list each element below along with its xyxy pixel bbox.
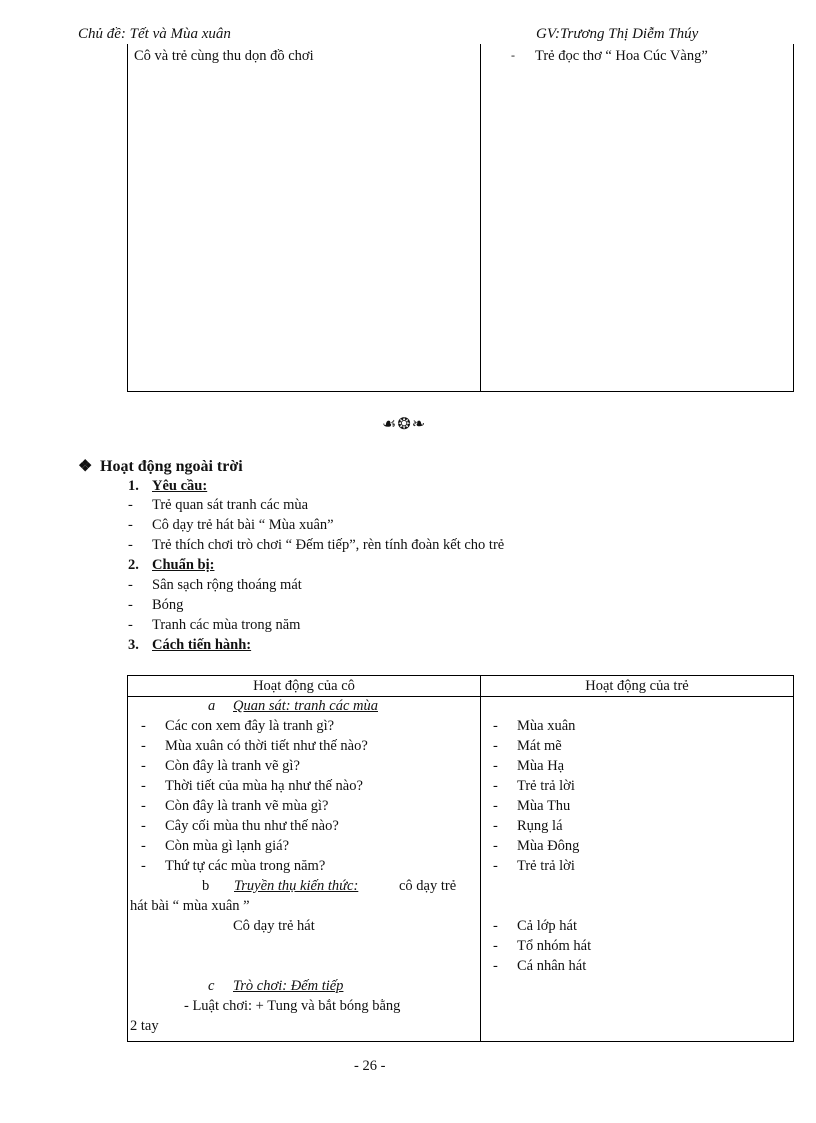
item-label-procedure: Cách tiến hành: — [152, 637, 252, 653]
dash: - — [128, 617, 133, 633]
dash: - — [141, 838, 146, 854]
dash: - — [141, 858, 146, 874]
child-answer: Mùa Đông — [517, 838, 580, 854]
teacher-question: Cây cối mùa thu như thế nào? — [165, 818, 339, 834]
item-number: 2. — [128, 557, 139, 573]
part-b-line3: Cô dạy trẻ hát — [233, 918, 315, 934]
header-divider — [128, 696, 793, 697]
child-answer: Mùa xuân — [517, 718, 576, 734]
dash: - — [493, 778, 498, 794]
dash: - — [141, 778, 146, 794]
rule-line-continued: 2 tay — [130, 1018, 159, 1034]
child-singing: Cả lớp hát — [517, 918, 578, 934]
teacher-question: Còn đây là tranh vẽ mùa gì? — [165, 798, 329, 814]
child-singing: Tổ nhóm hát — [517, 938, 592, 954]
child-answer: Mùa Hạ — [517, 758, 565, 774]
column-header-child: Hoạt động của trẻ — [585, 678, 689, 694]
item-label-requirements: Yêu cầu: — [152, 478, 208, 494]
dash: - — [141, 758, 146, 774]
list-item: Trẻ thích chơi trò chơi “ Đếm tiếp”, rèn tính đoàn kết cho trẻ — [152, 537, 505, 553]
teacher-question: Thứ tự các mùa trong năm? — [165, 858, 326, 874]
bullet-dash: - — [511, 48, 515, 62]
part-a-letter: a — [208, 698, 216, 714]
section-title-text: Hoạt động ngoài trời — [100, 458, 243, 475]
dash: - — [493, 918, 498, 934]
page-number: - 26 - — [354, 1058, 386, 1074]
column-header-teacher: Hoạt động của cô — [253, 678, 355, 694]
item-label-preparation: Chuẩn bị: — [152, 557, 215, 573]
dash: - — [128, 577, 133, 593]
top-activity-table — [127, 44, 794, 392]
list-item: Tranh các mùa trong năm — [152, 617, 301, 633]
ornament-divider: ☙❂❧ — [382, 416, 427, 433]
part-b-title: Truyền thụ kiến thức: — [234, 878, 359, 894]
teacher-question: Mùa xuân có thời tiết như thế nào? — [165, 738, 368, 754]
dash: - — [128, 597, 133, 613]
dash: - — [493, 858, 498, 874]
column-divider — [480, 676, 481, 1041]
dash: - — [493, 718, 498, 734]
dash: - — [493, 818, 498, 834]
child-answer: Rụng lá — [517, 818, 563, 834]
teacher-question: Còn mùa gì lạnh giá? — [165, 838, 290, 854]
child-answer: Trẻ trả lời — [517, 858, 575, 874]
part-c-letter: c — [208, 978, 215, 994]
part-a-title: Quan sát: tranh các mùa — [233, 698, 378, 714]
list-item: Sân sạch rộng thoáng mát — [152, 577, 302, 593]
part-c-title: Trò chơi: Đếm tiếp — [233, 978, 344, 994]
list-item: Cô dạy trẻ hát bài “ Mùa xuân” — [152, 517, 334, 533]
dash: - — [128, 537, 133, 553]
rule-line: - Luật chơi: + Tung và bắt bóng bằng — [184, 998, 401, 1014]
part-b-line2: hát bài “ mùa xuân ” — [130, 898, 250, 914]
list-item: Trẻ quan sát tranh các mùa — [152, 497, 309, 513]
teacher-question: Còn đây là tranh vẽ gì? — [165, 758, 300, 774]
child-answer: Trẻ trả lời — [517, 778, 575, 794]
dash: - — [493, 838, 498, 854]
dash: - — [128, 497, 133, 513]
teacher-question: Các con xem đây là tranh gì? — [165, 718, 335, 734]
dash: - — [493, 938, 498, 954]
dash: - — [493, 758, 498, 774]
header-topic: Chủ đề: Tết và Mùa xuân — [78, 26, 231, 42]
item-number: 3. — [128, 637, 139, 653]
header-teacher: GV:Trương Thị Diễm Thúy — [536, 26, 699, 42]
dash: - — [493, 798, 498, 814]
dash: - — [141, 738, 146, 754]
teacher-cleanup-text: Cô và trẻ cùng thu dọn đồ chơi — [134, 48, 314, 64]
child-answer: Mùa Thu — [517, 798, 571, 814]
part-b-rest: cô dạy trẻ — [399, 878, 457, 894]
child-answer: Mát mẽ — [517, 738, 562, 754]
dash: - — [141, 798, 146, 814]
dash: - — [141, 718, 146, 734]
child-poem-text: Trẻ đọc thơ “ Hoa Cúc Vàng” — [535, 48, 708, 64]
activity-table — [127, 675, 794, 1042]
dash: - — [493, 958, 498, 974]
section-title — [78, 456, 243, 476]
dash: - — [493, 738, 498, 754]
teacher-question: Thời tiết của mùa hạ như thế nào? — [165, 778, 363, 794]
dash: - — [128, 517, 133, 533]
part-b-letter: b — [202, 878, 210, 894]
item-number: 1. — [128, 478, 139, 494]
list-item: Bóng — [152, 597, 184, 613]
child-singing: Cá nhân hát — [517, 958, 587, 974]
diamond-bullet-icon: ❖ — [78, 458, 93, 475]
column-divider — [480, 44, 481, 391]
dash: - — [141, 818, 146, 834]
